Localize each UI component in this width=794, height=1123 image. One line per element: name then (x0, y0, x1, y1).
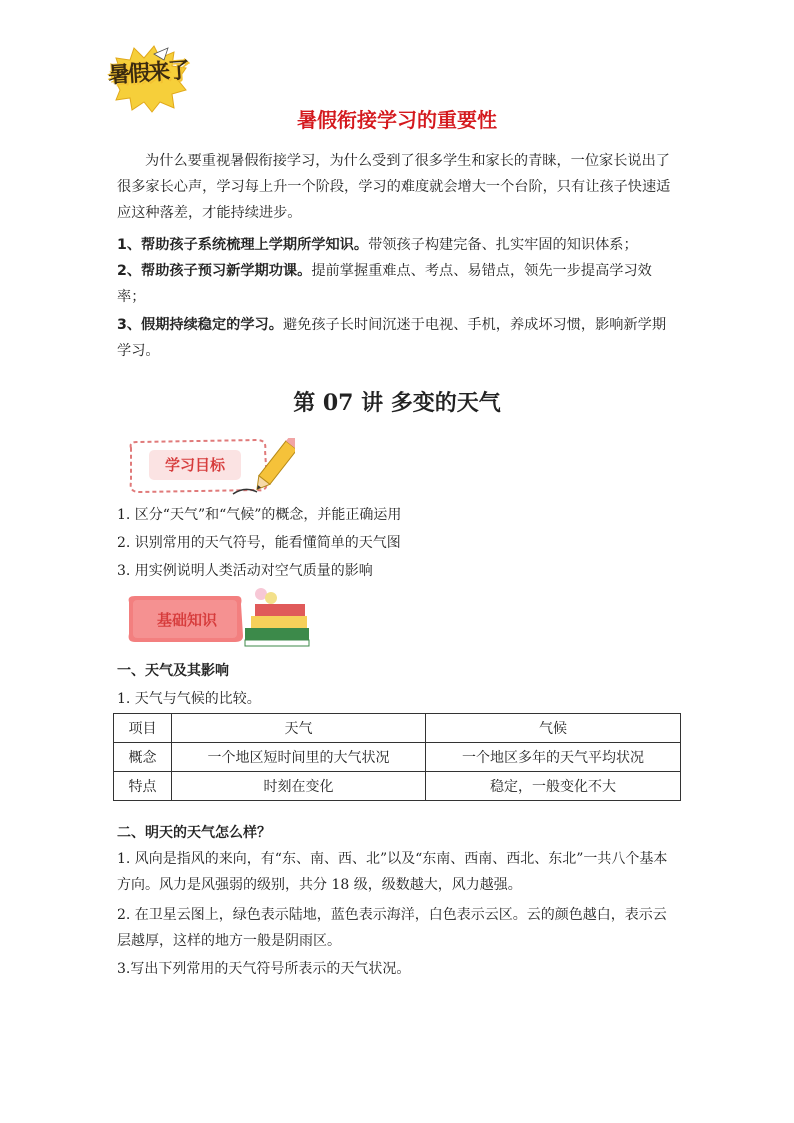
table-row (114, 772, 681, 801)
badge-basics-label: 基础知识 (156, 611, 217, 629)
table-cell: 稳定，一般变化不大 (426, 772, 681, 801)
point-1 (117, 232, 679, 258)
weather-climate-table (113, 713, 681, 801)
section-1-heading: 一、天气及其影响 (117, 663, 229, 679)
lecture-title: 第 07 讲 多变的天气 (293, 390, 501, 416)
point-1-bold: 1、帮助孩子系统梳理上学期所学知识。 (117, 237, 369, 253)
table-cell: 一个地区多年的天气平均状况 (426, 743, 681, 772)
point-2-text: 提前掌握重难点、考点、易错点，领先一步提高学习效率； (117, 263, 652, 305)
point-1-text: 带领孩子构建完备、扎实牢固的知识体系； (368, 237, 638, 253)
point-3-text: 避免孩子长时间沉迷于电视、手机，养成坏习惯，影响新学期学习。 (117, 317, 667, 359)
table-header-row (114, 714, 681, 743)
table-cell: 天气 (172, 714, 426, 743)
goal-3: 3. 用实例说明人类活动对空气质量的影响 (117, 563, 373, 579)
section-2-heading: 二、明天的天气怎么样？ (117, 825, 271, 841)
section-1-item: 1. 天气与气候的比较。 (117, 691, 261, 707)
point-2-bold: 2、帮助孩子预习新学期功课。 (117, 263, 312, 279)
section-2-item-1: 1. 风向是指风的来向，有“东、南、西、北”以及“东南、西南、西北、东北”一共八个基本方向。风力是风强弱的级别，共分 18 级，级数越大，风力越强。 (117, 851, 668, 893)
point-3 (117, 312, 679, 364)
learning-goals-badge (125, 438, 295, 498)
table-row (114, 743, 681, 772)
table-cell: 一个地区短时间里的大气状况 (172, 743, 426, 772)
section-2-item-3: 3.写出下列常用的天气符号所表示的天气状况。 (117, 961, 411, 977)
section-2-item-2: 2. 在卫星云图上，绿色表示陆地，蓝色表示海洋，白色表示云区。云的颜色越白，表示云层越厚，这样的地方一般是阴雨区。 (117, 907, 667, 949)
logo-text: 暑假来了 (107, 58, 189, 89)
table-cell: 项目 (114, 714, 172, 743)
goal-1: 1. 区分“天气”和“气候”的概念，并能正确运用 (117, 507, 402, 523)
point-3-bold: 3、假期持续稳定的学习。 (117, 317, 283, 333)
page-title: 暑假衔接学习的重要性 (297, 108, 497, 132)
intro-paragraph: 为什么要重视暑假衔接学习，为什么受到了很多学生和家长的青睐，一位家长说出了很多家长心声，学习每上升一个阶段，学习的难度就会增大一个台阶，只有让孩子快速适应这种落差，才能持续进步。 (117, 153, 671, 221)
table-cell: 概念 (114, 743, 172, 772)
table-cell: 时刻在变化 (172, 772, 426, 801)
goal-2: 2. 识别常用的天气符号，能看懂简单的天气图 (117, 535, 401, 551)
table-cell: 气候 (426, 714, 681, 743)
point-2 (117, 258, 679, 310)
table-cell: 特点 (114, 772, 172, 801)
badge-goals-label: 学习目标 (164, 456, 225, 474)
basics-badge (125, 588, 315, 652)
